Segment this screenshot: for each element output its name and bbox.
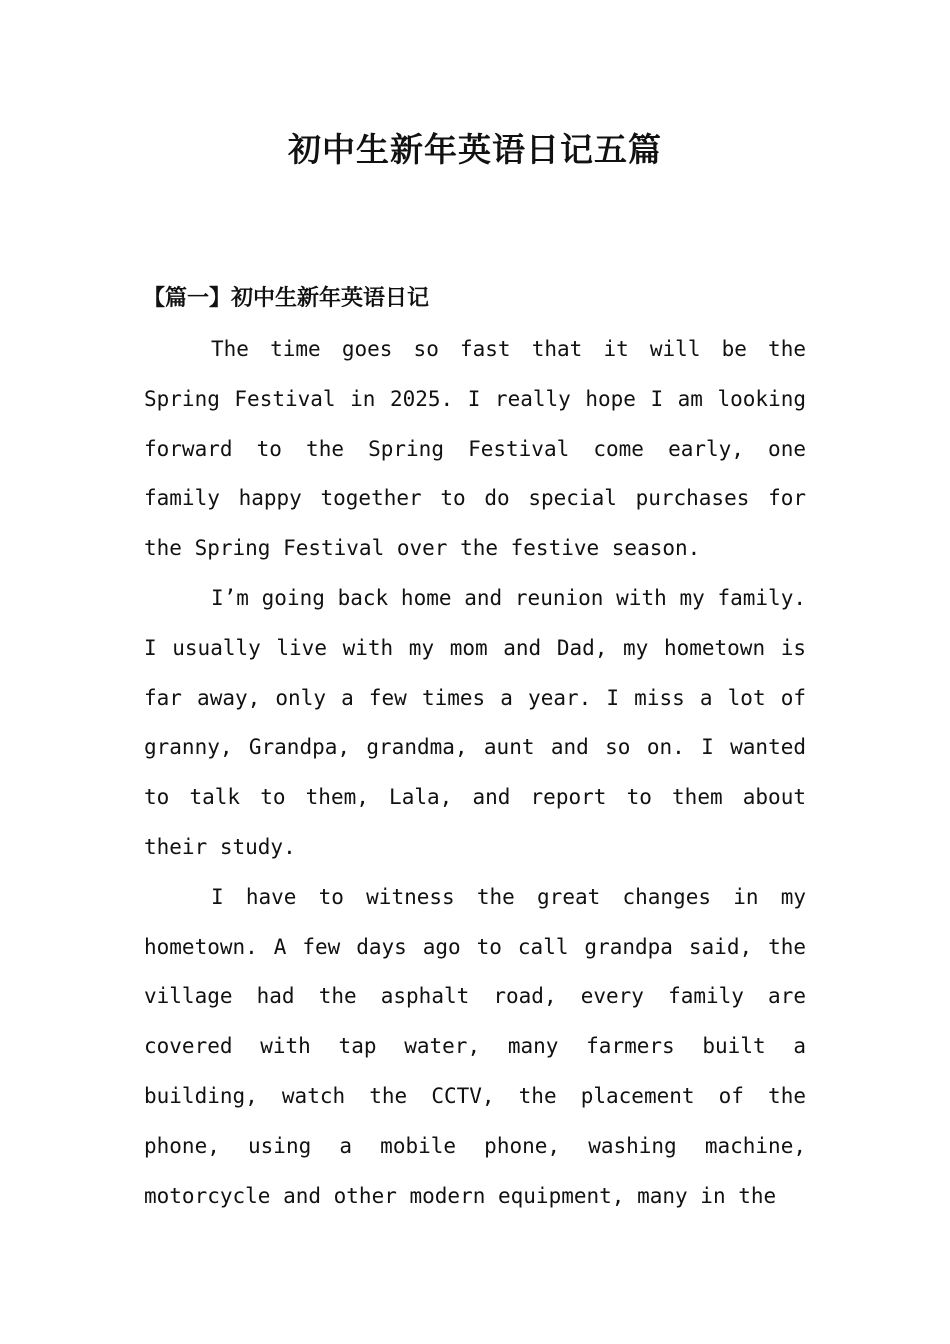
paragraph-2: I’m going back home and reunion with my family. I usually live with my mom and Dad, my hometown is far away, only a few times a year. I miss a lot of granny, Grandpa, grandma, aunt and so on. I wanted to talk to them, Lala, and report to them about their study. bbox=[144, 585, 806, 859]
section-heading: 【篇一】初中生新年英语日记 bbox=[143, 285, 430, 311]
paragraph-3: I have to witness the great changes in my hometown. A few days ago to call grandpa said, the village had the asphalt road, every family are covered with tap water, many farmers built a building, watch the CCTV, the placement of the phone, using a mobile phone, washing machine, motorcycle and other modern equipment, many in the bbox=[144, 884, 806, 1208]
document-title: 初中生新年英语日记五篇 bbox=[288, 130, 662, 169]
paragraph-1: The time goes so fast that it will be the Spring Festival in 2025. I really hope I am looking forward to the Spring Festival come early, one family happy together to do special purchases for the Spring Festival over the festive season. bbox=[144, 337, 806, 561]
body-text bbox=[144, 325, 806, 1221]
